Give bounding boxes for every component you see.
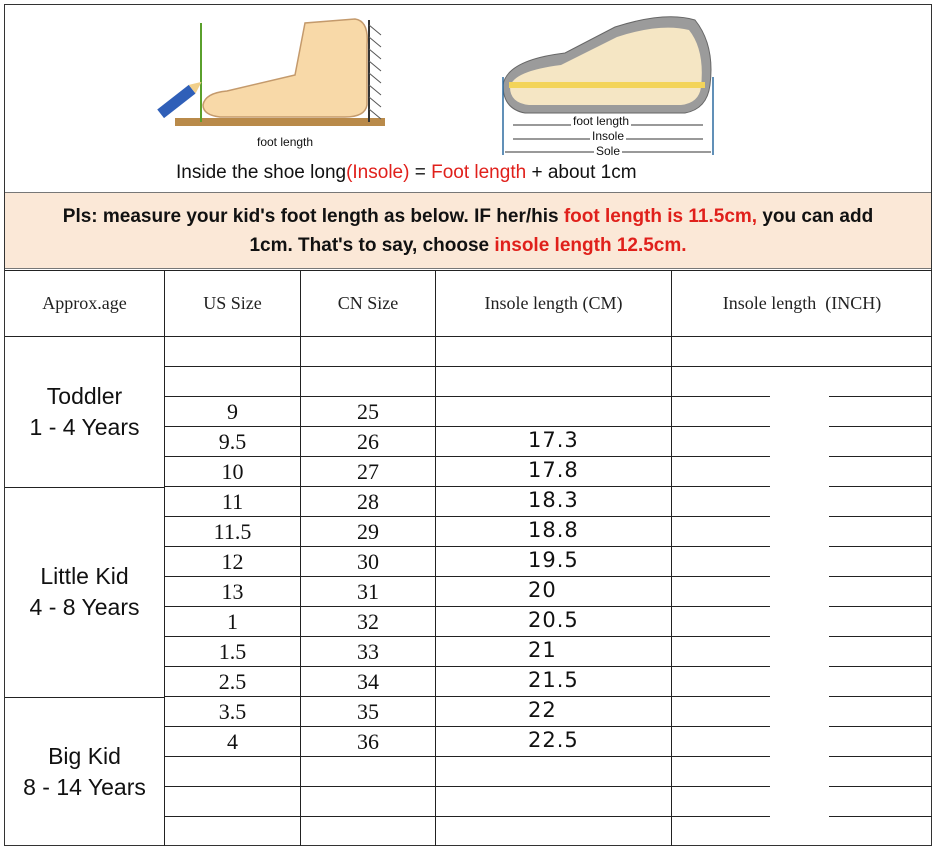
note-text-2: you can add [757, 206, 874, 227]
note-text-3: 1cm. That's to say, choose [249, 235, 495, 256]
us-size-cell: 9 [227, 399, 238, 424]
row-divider [829, 756, 932, 757]
cn-size-cell [301, 756, 435, 786]
cn-size-cell: 34 [357, 669, 379, 694]
us-size-cell: 11.5 [213, 519, 252, 544]
row-divider [829, 456, 932, 457]
insole-cm-cell [528, 756, 668, 786]
row-divider [829, 636, 932, 637]
insole-cm-cell [528, 366, 668, 396]
us-size-cell [165, 816, 300, 846]
table-top-border [5, 270, 932, 271]
us-size-cell: 11 [221, 489, 244, 514]
group-name: Big Kid [48, 743, 121, 769]
row-divider [672, 546, 770, 547]
cn-size-cell: 28 [357, 489, 379, 514]
us-size-cell: 9.5 [218, 429, 247, 454]
insole-cm-cell: 20.5 [528, 608, 579, 632]
cn-size-cell: 32 [357, 609, 379, 634]
row-divider [672, 816, 770, 817]
row-divider [829, 816, 932, 817]
insole-cm-cell: 22.5 [528, 728, 579, 752]
caption-text: Inside the shoe long [176, 162, 347, 183]
note-text-1: Pls: measure your kid's foot length as below. IF her/his [62, 206, 564, 227]
insole-label: Insole [592, 129, 625, 143]
insole-formula-caption [176, 162, 637, 184]
row-divider [829, 426, 932, 427]
us-size-cell [165, 756, 300, 786]
column-divider [671, 270, 672, 846]
pencil-icon [157, 77, 205, 118]
header-us-size: US Size [203, 292, 262, 313]
row-divider [672, 786, 770, 787]
caption-insole: (Insole) [346, 162, 410, 183]
us-size-cell [165, 366, 300, 396]
us-size-cell: 13 [221, 579, 244, 604]
cn-size-cell: 27 [357, 459, 379, 484]
group-range: 1 - 4 Years [29, 413, 140, 440]
row-divider [672, 666, 770, 667]
cn-size-cell [301, 336, 435, 366]
caption-foot-length: Foot length [431, 162, 527, 183]
insole-cm-cell [528, 336, 668, 366]
us-size-cell: 1.5 [218, 639, 247, 664]
row-divider [672, 606, 770, 607]
cn-size-cell: 33 [357, 639, 379, 664]
row-divider [672, 636, 770, 637]
row-divider [672, 456, 770, 457]
header-insole-inch: Insole length (INCH) [722, 292, 882, 313]
row-divider [829, 396, 932, 397]
us-size-cell [165, 336, 300, 366]
cn-size-cell [301, 786, 435, 816]
us-size-cell [165, 786, 300, 816]
header-insole-cm: Insole length (CM) [484, 292, 623, 313]
row-divider [829, 696, 932, 697]
row-divider [672, 756, 770, 757]
insole-cm-cell [528, 816, 668, 846]
group-divider [5, 487, 165, 488]
foot-length-label-right: foot length [573, 114, 630, 128]
caption-equals: = [409, 162, 432, 183]
cn-size-cell: 30 [357, 549, 379, 574]
row-divider [672, 426, 770, 427]
us-size-cell: 2.5 [218, 669, 247, 694]
cn-size-cell [301, 816, 435, 846]
insole-cm-cell [528, 786, 668, 816]
row-divider [672, 576, 770, 577]
row-divider [829, 606, 932, 607]
cn-size-cell: 26 [357, 429, 379, 454]
header-cn-size: CN Size [337, 292, 399, 313]
wall-hatch [369, 25, 381, 119]
row-divider [672, 516, 770, 517]
group-divider [5, 697, 165, 698]
row-divider [829, 576, 932, 577]
note-highlight-2: insole length 12.5cm. [494, 235, 687, 256]
row-divider [672, 366, 932, 367]
row-divider [672, 726, 770, 727]
cn-size-cell: 35 [357, 699, 379, 724]
us-size-cell: 1 [227, 609, 238, 634]
header-bottom-border [5, 336, 932, 337]
foot-shape [203, 19, 367, 117]
row-divider [829, 786, 932, 787]
group-big-kid [5, 697, 164, 847]
us-size-cell: 4 [227, 729, 238, 754]
us-size-cell: 3.5 [218, 699, 247, 724]
group-range: 8 - 14 Years [23, 774, 146, 800]
insole-cm-cell: 20 [528, 578, 557, 602]
group-name: Toddler [46, 382, 123, 409]
row-divider [672, 486, 770, 487]
foot-on-ruler-image [157, 19, 385, 126]
caption-plus: + about 1cm [526, 162, 637, 183]
insole-cm-cell: 21 [528, 638, 557, 662]
insole-cm-cell: 19.5 [528, 548, 579, 572]
cn-size-cell: 29 [357, 519, 379, 544]
row-divider [829, 546, 932, 547]
group-name: Little Kid [40, 563, 129, 589]
header-approx-age: Approx.age [42, 292, 127, 313]
insole-cm-cell [528, 396, 668, 426]
cn-size-cell [301, 366, 435, 396]
cn-size-cell: 36 [357, 729, 379, 754]
insole-cm-cell: 17.8 [528, 458, 579, 482]
group-range: 4 - 8 Years [29, 594, 140, 620]
column-divider [435, 270, 436, 846]
group-toddler [5, 336, 164, 487]
insole-cm-cell: 18.8 [528, 518, 579, 542]
row-divider [829, 726, 932, 727]
us-size-cell: 10 [221, 459, 244, 484]
ruler-base [175, 118, 385, 126]
us-size-cell: 12 [221, 549, 244, 574]
note-highlight-1: foot length is 11.5cm, [563, 206, 758, 227]
insole-cm-cell: 17.3 [528, 428, 579, 452]
cn-size-cell: 31 [357, 579, 379, 604]
group-little-kid [5, 487, 164, 697]
cn-size-cell: 25 [357, 399, 379, 424]
row-divider [829, 516, 932, 517]
insole-cm-cell: 18.3 [528, 488, 579, 512]
sole-label: Sole [596, 144, 621, 158]
row-divider [672, 696, 770, 697]
row-divider [829, 666, 932, 667]
measuring-note [5, 192, 931, 269]
insole-cm-cell: 21.5 [528, 668, 579, 692]
row-divider [672, 396, 770, 397]
row-divider [829, 486, 932, 487]
foot-length-label: foot length [257, 135, 314, 149]
insole-cm-cell: 22 [528, 698, 557, 722]
